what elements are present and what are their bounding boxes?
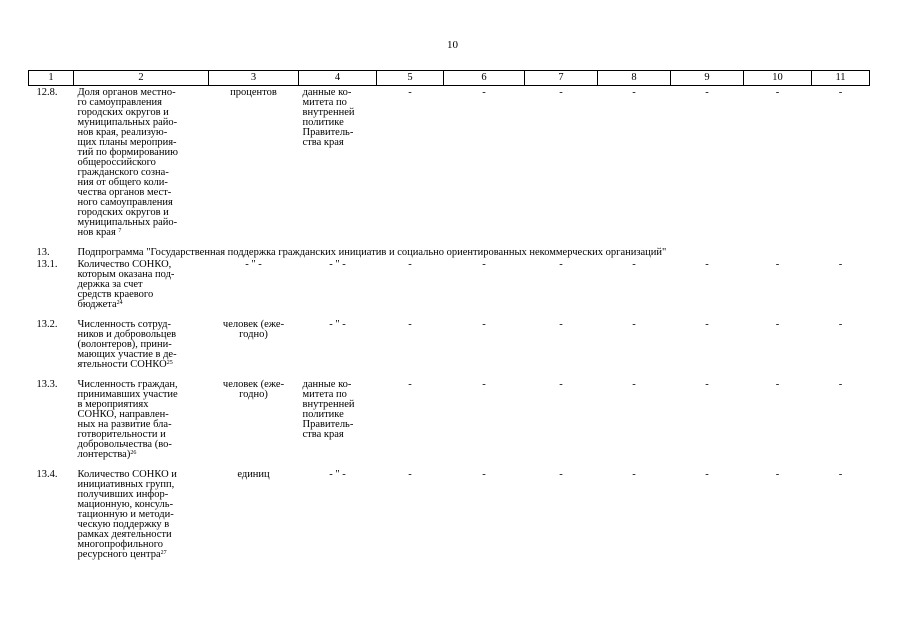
value-cell: - xyxy=(775,87,780,98)
page-number: 10 xyxy=(447,39,458,51)
value-cell: - xyxy=(838,379,843,390)
indicator-name: Доля органов местно- го самоуправления городских округов и муниципальных райо- нов края, реализую- щих планы мероприя- тий по формированию общероссийского гражданского созна- ния от общего коли- чества органов мест- ного самоуправления городских округов и муниципальных райо- нов края $^7$ xyxy=(77,87,178,238)
value-cell: - xyxy=(559,87,563,98)
value-cell: - xyxy=(632,379,636,390)
table-row xyxy=(29,86,870,239)
column-header: 3 xyxy=(209,71,299,86)
source-cell: данные ко- митета по внутренней политике Правитель- ства края xyxy=(302,379,355,440)
value-cell: - xyxy=(775,259,780,270)
indicator-name: Численность сотруд- ников и добровольцев (волонтеров), прини- мающих участие в де- ятельности СОНКО$^{25}$ xyxy=(77,319,177,370)
table-row xyxy=(29,460,870,560)
unit-cell: единиц xyxy=(237,469,270,480)
value-cell: - xyxy=(408,379,412,390)
column-header: 11 xyxy=(812,71,870,86)
row-number: 13.2. xyxy=(36,319,58,330)
value-cell: - xyxy=(559,469,563,480)
indicator-name: Численность граждан, принимавших участие в мероприятиях СОНКО, направлен- ных на развитие бла- готворительности и добровольчества (во- лонтерства)$^{26}$ xyxy=(77,379,178,460)
column-header: 7 xyxy=(525,71,598,86)
column-header: 10 xyxy=(744,71,812,86)
footnote-ref: 25 xyxy=(166,360,173,366)
table-row xyxy=(29,310,870,370)
indicator-name: Количество СОНКО и инициативных групп, получивших инфор- мационную, консуль- тационную и методи- ческую поддержку в рамках деятельности многопрофильного ресурсного центра$^{27}$ xyxy=(77,469,177,560)
unit-cell: процентов xyxy=(230,87,277,98)
value-cell: - xyxy=(705,469,709,480)
source-cell: - " - xyxy=(329,259,346,270)
column-header: 9 xyxy=(671,71,744,86)
footnote-ref: 26 xyxy=(130,450,137,456)
value-cell: - xyxy=(838,319,843,330)
column-header: 1 xyxy=(29,71,74,86)
row-number: 13.3. xyxy=(36,379,58,390)
source-cell: - " - xyxy=(329,469,346,480)
value-cell: - xyxy=(705,259,709,270)
value-cell: - xyxy=(838,469,843,480)
source-cell: данные ко- митета по внутренней политике Правитель- ства края xyxy=(302,87,355,148)
value-cell: - xyxy=(632,259,636,270)
row-number: 13.4. xyxy=(36,469,58,480)
footnote-ref: 24 xyxy=(116,300,123,306)
value-cell: - xyxy=(632,469,636,480)
value-cell: - xyxy=(838,259,843,270)
column-header: 4 xyxy=(299,71,377,86)
value-cell: - xyxy=(482,259,486,270)
column-header: 6 xyxy=(444,71,525,86)
value-cell: - xyxy=(838,87,843,98)
value-cell: - xyxy=(408,319,412,330)
value-cell: - xyxy=(559,259,563,270)
value-cell: - xyxy=(408,469,412,480)
value-cell: - xyxy=(482,87,486,98)
column-header: 5 xyxy=(377,71,444,86)
indicators-table xyxy=(28,70,870,560)
indicator-name: Количество СОНКО, которым оказана под- держка за счет средств краевого бюджета$^{24}$ xyxy=(77,259,175,310)
value-cell: - xyxy=(482,319,486,330)
table-row xyxy=(29,258,870,310)
value-cell: - xyxy=(408,87,412,98)
value-cell: - xyxy=(705,319,709,330)
value-cell: - xyxy=(482,379,486,390)
footnote-ref: 7 xyxy=(118,228,122,234)
value-cell: - xyxy=(775,469,780,480)
table-row xyxy=(29,370,870,460)
unit-cell: человек (еже- годно) xyxy=(222,379,285,400)
value-cell: - xyxy=(559,379,563,390)
value-cell: - xyxy=(408,259,412,270)
unit-cell: человек (еже- годно) xyxy=(222,319,285,340)
footnote-ref: 27 xyxy=(160,550,167,556)
source-cell: - " - xyxy=(329,319,346,330)
row-number: 13.1. xyxy=(36,259,58,270)
value-cell: - xyxy=(705,87,709,98)
value-cell: - xyxy=(482,469,486,480)
section-title: Подпрограмма "Государственная поддержка гражданских инициатив и социально ориентированных некоммерческих организаций" xyxy=(77,247,667,258)
value-cell: - xyxy=(705,379,709,390)
row-number: 12.8. xyxy=(36,87,58,98)
section-number: 13. xyxy=(36,247,50,258)
unit-cell: - " - xyxy=(245,259,262,270)
value-cell: - xyxy=(632,319,636,330)
table-header-row xyxy=(29,71,870,86)
value-cell: - xyxy=(632,87,636,98)
column-header: 2 xyxy=(74,71,209,86)
column-header: 8 xyxy=(598,71,671,86)
value-cell: - xyxy=(775,319,780,330)
section-row xyxy=(29,238,870,258)
value-cell: - xyxy=(775,379,780,390)
value-cell: - xyxy=(559,319,563,330)
